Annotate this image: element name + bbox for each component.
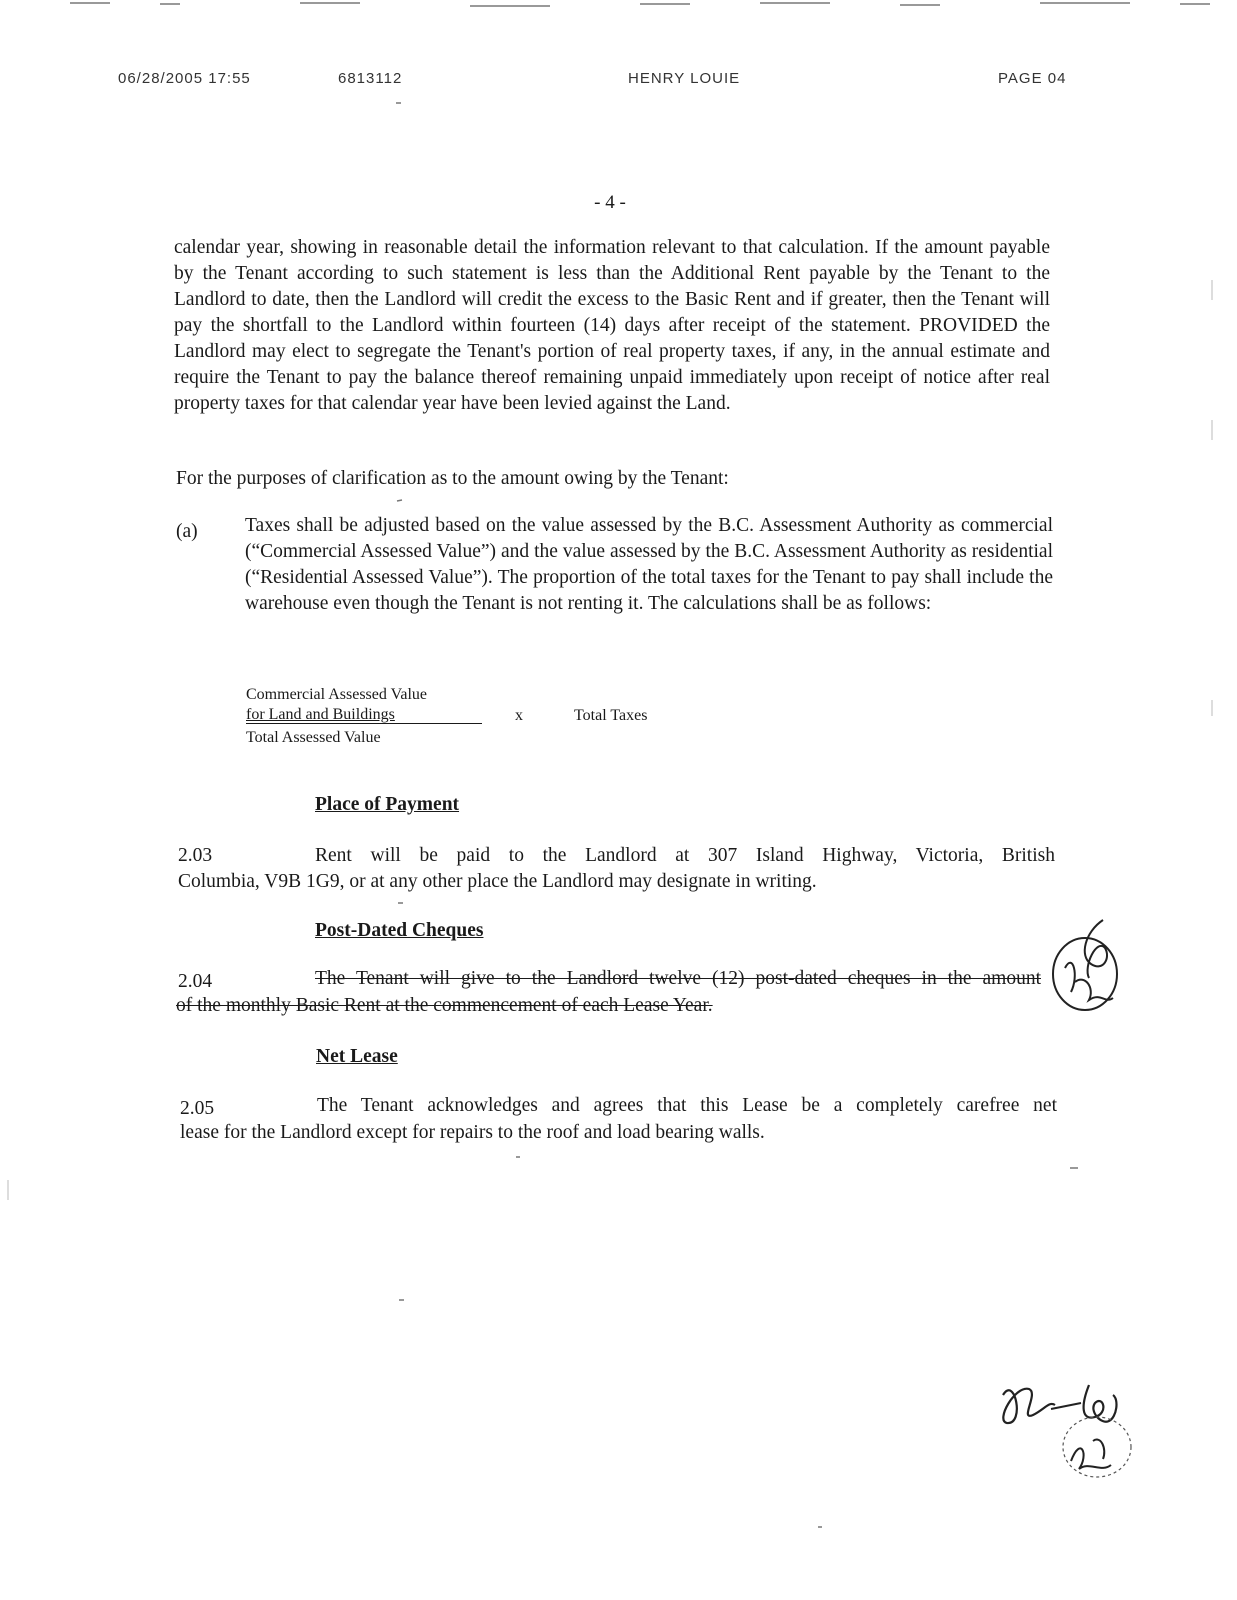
clarification-intro: For the purposes of clarification as to the amount owing by the Tenant: [176, 468, 729, 489]
section-number-205: 2.05 [180, 1098, 215, 1119]
heading-net-lease: Net Lease [316, 1046, 398, 1067]
handwritten-signature [985, 1365, 1145, 1485]
section-number-203: 2.03 [178, 845, 213, 866]
section-number-204: 2.04 [178, 971, 213, 992]
item-a-text: Taxes shall be adjusted based on the value assessed by the B.C. Assessment Authority as commercial (“Commercial Assessed Value”) and the value assessed by the B.C. Assessment Authority as residential (“Residential Assessed Value”). The proportion of the total taxes for the Tenant to pay shall include the warehouse even though the Tenant is not renting it. The calculations shall be as follows: [245, 515, 1053, 614]
formula-numerator-line2 [246, 706, 482, 724]
fax-number: 6813112 [338, 70, 403, 87]
fax-date-time: 06/28/2005 17:55 [118, 70, 251, 87]
heading-post-dated-cheques: Post-Dated Cheques [315, 920, 484, 941]
section-205-first-line: The Tenant acknowledges and agrees that this Lease be a completely carefree net [317, 1095, 1057, 1116]
section-205-rest: lease for the Landlord except for repairs to the roof and load bearing walls. [180, 1122, 765, 1143]
paragraph-continuation: calendar year, showing in reasonable detail the information relevant to that calculation. If the amount payable by the Tenant according to such statement is less than the Additional Rent payable by the Tenant to the Landlord to date, then the Landlord will credit the excess to the Basic Rent and if greater, then the Tenant will pay the shortfall to the Landlord within fourteen (14) days after receipt of the statement. PROVIDED the Landlord may elect to segregate the Tenant's portion of real property taxes, if any, in the annual estimate and require the Tenant to pay the balance thereof remaining unpaid immediately upon receipt of notice after real property taxes for that calendar year have been levied against the Land. [174, 237, 1050, 414]
section-204-rest-struck: of the monthly Basic Rent at the commencement of each Lease Year. [176, 995, 713, 1016]
item-a-label: (a) [176, 521, 198, 542]
formula-operator: x [515, 707, 523, 724]
section-204-first-line-struck: The Tenant will give to the Landlord twelve (12) post-dated cheques in the amount [315, 968, 1041, 989]
heading-place-of-payment: Place of Payment [315, 794, 460, 815]
formula-numerator-line1: Commercial Assessed Value [246, 686, 428, 703]
page-number: - 4 - [594, 192, 626, 213]
section-203-rest: Columbia, V9B 1G9, or at any other place the Landlord may designate in writing. [178, 871, 817, 892]
handwritten-initials-2-04 [1045, 912, 1125, 1022]
formula-denominator: Total Assessed Value [246, 729, 381, 746]
formula-numerator-line2-text: for Land and Buildings [246, 706, 395, 723]
section-203-first-line: Rent will be paid to the Landlord at 307 Island Highway, Victoria, British [315, 845, 1055, 866]
formula-multiplier: Total Taxes [574, 707, 648, 724]
fax-sender: HENRY LOUIE [628, 70, 741, 87]
fax-page-label: PAGE 04 [998, 70, 1067, 87]
scan-noise [0, 0, 1237, 30]
